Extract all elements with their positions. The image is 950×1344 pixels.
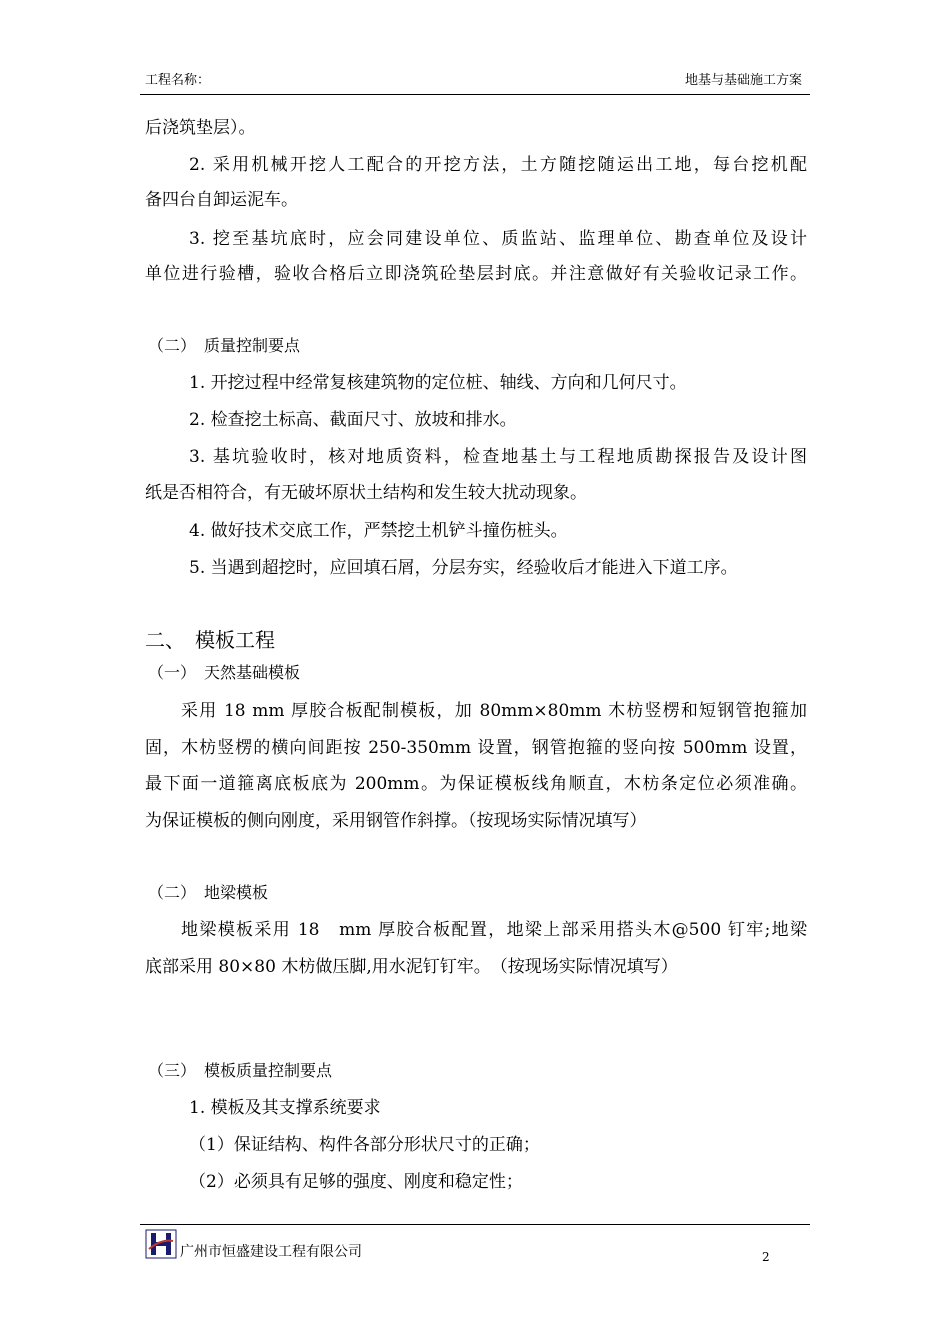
list-item: （1）保证结构、构件各部分形状尺寸的正确； (189, 1135, 540, 1155)
company-logo-icon (145, 1229, 177, 1259)
list-item: 2. 检查挖土标高、截面尺寸、放坡和排水。 (189, 410, 517, 430)
company-name: 广州市恒盛建设工程有限公司 (180, 1244, 362, 1260)
paragraph-line: 后浇筑垫层）。 (145, 118, 256, 138)
list-item: 纸是否相符合，有无破坏原状土结构和发生较大扰动现象。 (145, 483, 587, 503)
page-number: 2 (762, 1250, 770, 1264)
list-item: （2）必须具有足够的强度、刚度和稳定性； (189, 1172, 523, 1192)
subsection-heading: （二） 质量控制要点 (148, 336, 301, 355)
paragraph-line: 最下面一道箍离底板底为 200mm。为保证模板线角顺直，木枋条定位必须准确。 (145, 774, 807, 794)
paragraph-line: 底部采用 80×80 木枋做压脚,用水泥钉钉牢。 （按现场实际情况填写） (145, 957, 678, 977)
paragraph-line: 2. 采用机械开挖人工配合的开挖方法，土方随挖随运出工地，每台挖机配 (189, 155, 807, 175)
subsection-heading: （一） 天然基础模板 (148, 663, 301, 682)
paragraph-line: 3. 挖至基坑底时，应会同建设单位、质监站、监理单位、勘查单位及设计 (189, 229, 807, 249)
header-divider (140, 94, 810, 95)
list-item: 5. 当遇到超挖时，应回填石屑，分层夯实，经验收后才能进入下道工序。 (189, 558, 738, 578)
paragraph-line: 地梁模板采用 18 mm 厚胶合板配置，地梁上部采用搭头木@500 钉牢;地梁 (181, 920, 807, 940)
document-title: 地基与基础施工方案 (684, 73, 802, 88)
paragraph-line: 固，木枋竖楞的横向间距按 250-350mm 设置，钢管抱箍的竖向按 500mm 设置， (145, 738, 807, 758)
footer-divider (140, 1224, 810, 1225)
page-header (145, 71, 802, 91)
paragraph-line: 为保证模板的侧向刚度，采用钢管作斜撑。（按现场实际情况填写） (145, 811, 647, 831)
project-name-label: 工程名称： (145, 73, 211, 88)
paragraph-line: 单位进行验槽，验收合格后立即浇筑砼垫层封底。并注意做好有关验收记录工作。 (145, 264, 807, 284)
section-title: 二、 模板工程 (145, 628, 275, 652)
subsection-heading: （二） 地梁模板 (148, 883, 269, 902)
list-item: 3. 基坑验收时，核对地质资料，检查地基土与工程地质勘探报告及设计图 (189, 447, 807, 467)
paragraph-line: 采用 18 mm 厚胶合板配制模板，加 80mm×80mm 木枋竖楞和短钢管抱箍加 (181, 701, 807, 721)
paragraph-line: 备四台自卸运泥车。 (145, 190, 298, 210)
list-item: 1. 模板及其支撑系统要求 (189, 1098, 381, 1118)
list-item: 1. 开挖过程中经常复核建筑物的定位桩、轴线、方向和几何尺寸。 (189, 373, 687, 393)
subsection-heading: （三） 模板质量控制要点 (148, 1061, 333, 1080)
list-item: 4. 做好技术交底工作，严禁挖土机铲斗撞伤桩头。 (189, 521, 568, 541)
